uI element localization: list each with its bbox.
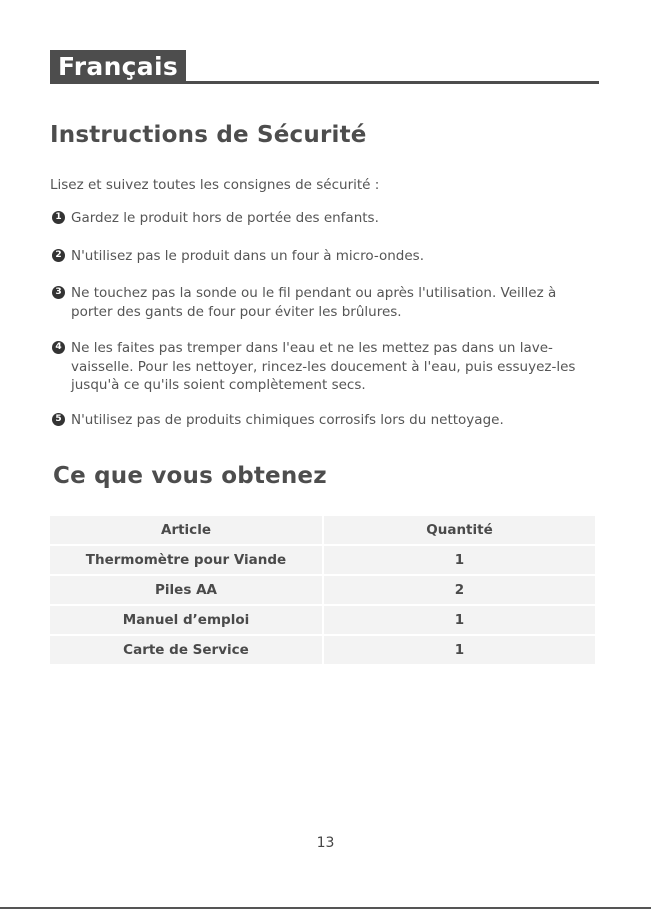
safety-item-text: Ne touchez pas la sonde ou le fil pendant ou après l'utilisation. Veillez à porter des gants de four pour éviter les brûlures. bbox=[71, 285, 557, 320]
safety-item-text: Ne les faites pas tremper dans l'eau et ne les mettez pas dans un lave-vaisselle. Pour les nettoyer, rincez-les doucement à l'eau, puis essuyez-les jusqu'à ce qu'ils soient complètement secs. bbox=[71, 340, 576, 393]
safety-item-text: Gardez le produit hors de portée des enfants. bbox=[71, 210, 379, 226]
safety-item-1 bbox=[52, 209, 592, 228]
contents-table bbox=[48, 514, 597, 666]
article-cell: Thermomètre pour Viande bbox=[50, 546, 322, 574]
quantity-cell: 2 bbox=[324, 576, 595, 604]
safety-intro: Lisez et suivez toutes les consignes de sécurité : bbox=[50, 177, 380, 193]
header-article: Article bbox=[50, 516, 322, 544]
table-row bbox=[50, 546, 595, 574]
article-cell: Piles AA bbox=[50, 576, 322, 604]
number-5-badge: 5 bbox=[52, 413, 65, 426]
table-row bbox=[50, 606, 595, 634]
number-1-badge: 1 bbox=[52, 211, 65, 224]
page-number: 13 bbox=[316, 835, 335, 851]
quantity-cell: 1 bbox=[324, 606, 595, 634]
safety-item-3 bbox=[52, 284, 592, 321]
header-rule bbox=[50, 81, 599, 84]
safety-item-text: N'utilisez pas de produits chimiques corrosifs lors du nettoyage. bbox=[71, 412, 504, 428]
safety-item-4 bbox=[52, 339, 592, 395]
language-header bbox=[50, 50, 599, 85]
article-cell: Carte de Service bbox=[50, 636, 322, 664]
language-label: Français bbox=[50, 50, 186, 83]
table-row bbox=[50, 576, 595, 604]
number-2-badge: 2 bbox=[52, 249, 65, 262]
safety-item-text: N'utilisez pas le produit dans un four à micro-ondes. bbox=[71, 248, 425, 264]
quantity-cell: 1 bbox=[324, 546, 595, 574]
header-quantity: Quantité bbox=[324, 516, 595, 544]
safety-title: Instructions de Sécurité bbox=[50, 122, 367, 148]
quantity-cell: 1 bbox=[324, 636, 595, 664]
safety-item-5 bbox=[52, 411, 592, 430]
table-row bbox=[50, 636, 595, 664]
safety-item-2 bbox=[52, 247, 592, 266]
number-3-badge: 3 bbox=[52, 286, 65, 299]
table-header-row bbox=[50, 516, 595, 544]
article-cell: Manuel d’emploi bbox=[50, 606, 322, 634]
number-4-badge: 4 bbox=[52, 341, 65, 354]
contents-title: Ce que vous obtenez bbox=[53, 463, 327, 489]
bottom-rule bbox=[0, 907, 651, 909]
